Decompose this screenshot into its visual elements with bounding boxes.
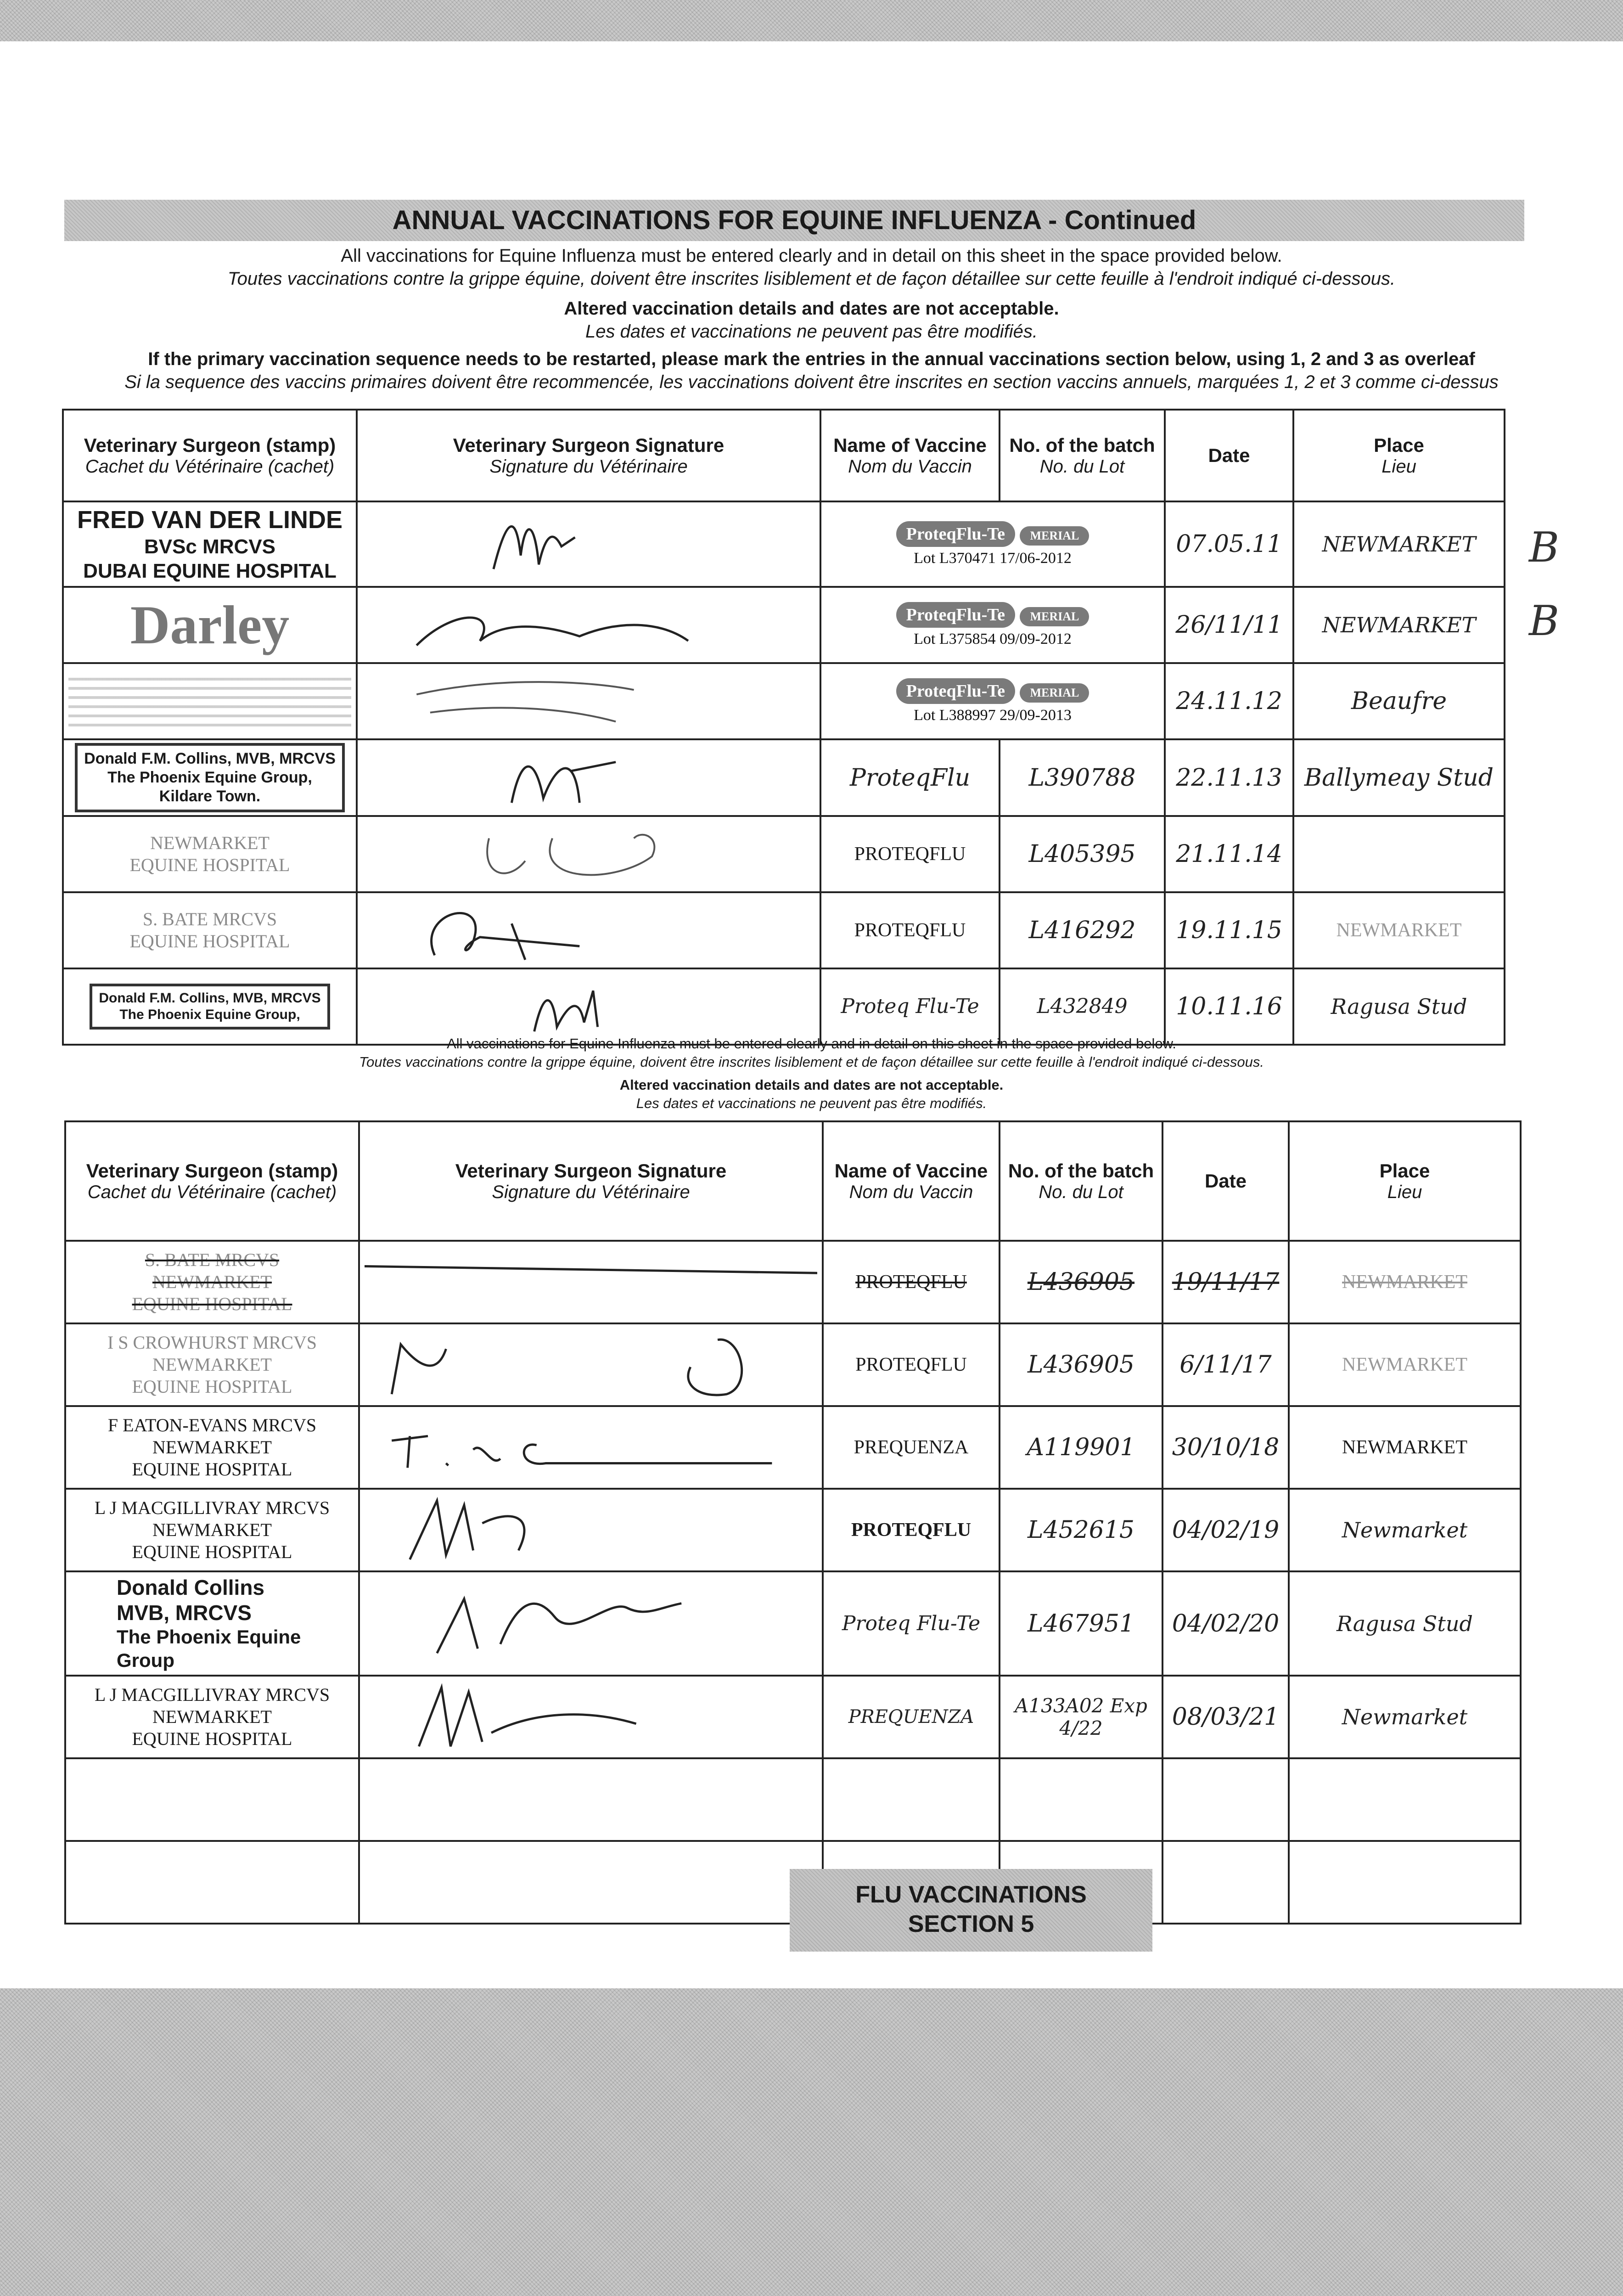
- batch-number: L405395: [1000, 816, 1165, 892]
- instruction-line-fr: Toutes vaccinations contre la grippe équine, doivent être inscrites lisiblement et de façon détaillee sur cette feuille à l'endroit indiqué ci-dessous.: [227, 269, 1396, 289]
- table-row: [65, 1676, 1521, 1758]
- section-label-line1: FLU VACCINATIONS: [855, 1881, 1087, 1908]
- vaccine-name: PROTEQFLU: [820, 816, 1000, 892]
- vet-name: Donald F.M. Collins, MVB, MRCVS: [84, 750, 336, 768]
- col-header-date: Date: [1165, 410, 1293, 501]
- vet-stamp: [63, 587, 357, 663]
- table-row: [63, 501, 1505, 587]
- vet-practice: NEWMARKET: [152, 1354, 272, 1375]
- margin-mark: B: [1529, 597, 1560, 645]
- batch-number: L416292: [1000, 892, 1165, 968]
- vet-stamp-box: [90, 984, 330, 1030]
- vet-signature: [359, 1758, 823, 1841]
- vaccination-place: NEWMARKET: [1293, 587, 1505, 663]
- vaccination-date: [1162, 1841, 1289, 1924]
- vaccination-date: 22.11.13: [1165, 739, 1293, 816]
- col-header-vaccine: Name of Vaccine Nom du Vaccin: [823, 1121, 1000, 1241]
- vet-signature: [359, 1841, 823, 1924]
- vaccine-name: PROTEQFLU: [823, 1323, 1000, 1406]
- vet-practice: The Phoenix Equine Group,: [119, 1007, 300, 1022]
- signature-scribble: [362, 896, 815, 965]
- vet-practice-sub: EQUINE HOSPITAL: [132, 1542, 292, 1562]
- batch-number: Lot L370471 17/06-2012: [914, 550, 1072, 567]
- vet-signature: [357, 663, 820, 739]
- vet-qualification: MVB, MRCVS: [117, 1601, 252, 1625]
- table-header-row: [65, 1121, 1521, 1241]
- vaccination-place: Ballymeay Stud: [1293, 739, 1505, 816]
- vaccine-name: PREQUENZA: [823, 1676, 1000, 1758]
- batch-number: L390788: [1000, 739, 1165, 816]
- signature-scribble: [362, 743, 815, 812]
- vet-stamp: [65, 1571, 359, 1676]
- vet-stamp: [65, 1241, 359, 1323]
- vaccination-date: 26/11/11: [1165, 587, 1293, 663]
- batch-number: L436905: [1000, 1241, 1162, 1323]
- vet-practice-sub: EQUINE HOSPITAL: [129, 930, 290, 951]
- vet-name: I S CROWHURST MRCVS: [107, 1332, 317, 1353]
- vaccination-date: 19/11/17: [1162, 1241, 1289, 1323]
- vet-name: S. BATE MRCVS: [145, 1249, 280, 1270]
- vet-signature: [359, 1241, 823, 1323]
- vet-stamp: [63, 892, 357, 968]
- vaccination-place: NEWMARKET: [1293, 501, 1505, 587]
- instruction-line-fr: Les dates et vaccinations ne peuvent pas être modifiés.: [636, 1095, 987, 1111]
- instruction-line: Altered vaccination details and dates are not acceptable.: [619, 1077, 1004, 1093]
- batch-number: L432849: [1000, 968, 1165, 1045]
- margin-mark: B: [1529, 523, 1560, 572]
- vaccination-place: NEWMARKET: [1289, 1406, 1521, 1489]
- vet-practice: NEWMARKET: [150, 832, 270, 853]
- vaccine-name: PREQUENZA: [823, 1406, 1000, 1489]
- table-row: [63, 892, 1505, 968]
- faded-stamp: [68, 676, 351, 726]
- vaccination-place: Newmarket: [1289, 1676, 1521, 1758]
- vet-practice-sub: EQUINE HOSPITAL: [132, 1376, 292, 1397]
- signature-scribble: [365, 1589, 817, 1658]
- vet-practice: NEWMARKET: [152, 1519, 272, 1540]
- scan-bottom-band: [0, 1988, 1623, 2296]
- vaccination-table-2: [64, 1120, 1522, 1925]
- col-header-signature: Veterinary Surgeon Signature Signature du Vétérinaire: [357, 410, 820, 501]
- batch-number: L452615: [1000, 1489, 1162, 1571]
- vaccination-date: 04/02/20: [1162, 1571, 1289, 1676]
- vet-practice-sub: EQUINE HOSPITAL: [132, 1728, 292, 1750]
- vet-stamp: [65, 1758, 359, 1841]
- vet-signature: [359, 1406, 823, 1489]
- vaccination-place: NEWMARKET: [1293, 892, 1505, 968]
- vaccination-place: [1293, 816, 1505, 892]
- vaccination-place: NEWMARKET: [1289, 1241, 1521, 1323]
- strike-through-line: [365, 1248, 817, 1317]
- section-label-line2: SECTION 5: [908, 1911, 1034, 1937]
- vaccination-place: [1289, 1841, 1521, 1924]
- vet-signature: [357, 739, 820, 816]
- signature-scribble: [362, 820, 815, 889]
- vet-name: F EATON-EVANS MRCVS: [107, 1415, 317, 1435]
- table-row: [63, 663, 1505, 739]
- batch-number: [1000, 1758, 1162, 1841]
- signature-scribble: [362, 510, 815, 579]
- instruction-line-fr: Si la sequence des vaccins primaires doivent être recommencée, les vaccinations doivent être inscrites en section vaccins annuels, marquées 1, 2 et 3 comme ci-dessus: [124, 372, 1499, 392]
- vet-signature: [357, 892, 820, 968]
- vet-practice: NEWMARKET: [152, 1706, 272, 1728]
- vet-signature: [357, 816, 820, 892]
- signature-scribble: [362, 972, 815, 1041]
- vaccination-date: 10.11.16: [1165, 968, 1293, 1045]
- vaccination-place: NEWMARKET: [1289, 1323, 1521, 1406]
- vet-stamp: [65, 1406, 359, 1489]
- signature-scribble: [362, 591, 815, 659]
- vaccination-date: 30/10/18: [1162, 1406, 1289, 1489]
- vet-practice-sub: EQUINE HOSPITAL: [132, 1294, 292, 1314]
- vet-practice: The Phoenix Equine Group: [117, 1626, 301, 1671]
- vaccination-place: Ragusa Stud: [1293, 968, 1505, 1045]
- vet-practice-sub: EQUINE HOSPITAL: [129, 854, 290, 875]
- col-header-place: Place Lieu: [1289, 1121, 1521, 1241]
- table-row: [65, 1571, 1521, 1676]
- vet-practice: NEWMARKET: [152, 1272, 272, 1292]
- table-row-empty: [65, 1758, 1521, 1841]
- vaccination-place: Newmarket: [1289, 1489, 1521, 1571]
- vaccine-name: ProteqFlu: [820, 739, 1000, 816]
- vet-stamp: [65, 1676, 359, 1758]
- col-header-date: Date: [1162, 1121, 1289, 1241]
- instruction-line-fr: Les dates et vaccinations ne peuvent pas être modifiés.: [585, 321, 1038, 342]
- vet-practice-sub: EQUINE HOSPITAL: [132, 1459, 292, 1480]
- vaccine-name: ProteqFlu-Te: [896, 521, 1015, 547]
- vaccination-date: 19.11.15: [1165, 892, 1293, 968]
- col-header-signature: Veterinary Surgeon Signature Signature du Vétérinaire: [359, 1121, 823, 1241]
- vaccine-name: Proteq Flu-Te: [823, 1571, 1000, 1676]
- col-header-vaccine: Name of Vaccine Nom du Vaccin: [820, 410, 1000, 501]
- signature-scribble: [365, 1413, 817, 1482]
- vet-name: Donald Collins: [117, 1576, 264, 1599]
- vaccination-place: Beaufre: [1293, 663, 1505, 739]
- vaccination-table-1: [62, 409, 1505, 1046]
- vaccine-maker: MERIAL: [1020, 526, 1089, 546]
- vet-practice: The Phoenix Equine Group,: [107, 769, 312, 787]
- batch-number: L467951: [1000, 1571, 1162, 1676]
- table-row: [65, 1406, 1521, 1489]
- page-title: ANNUAL VACCINATIONS FOR EQUINE INFLUENZA - Continued: [64, 200, 1524, 241]
- vet-stamp: [63, 663, 357, 739]
- signature-scribble: [362, 667, 815, 736]
- col-header-place: Place Lieu: [1293, 410, 1505, 501]
- vet-stamp: [63, 968, 357, 1045]
- vet-name: S. BATE MRCVS: [142, 908, 277, 929]
- vet-practice: NEWMARKET: [152, 1437, 272, 1458]
- vet-signature: [359, 1571, 823, 1676]
- table-row: [63, 587, 1505, 663]
- scan-top-band: [0, 0, 1623, 41]
- section-label: [790, 1869, 1152, 1952]
- instruction-line: Altered vaccination details and dates are not acceptable.: [564, 298, 1059, 319]
- instruction-line: All vaccinations for Equine Influenza must be entered clearly and in detail on this sheet in the space provided below.: [447, 1035, 1176, 1052]
- table-row: [63, 739, 1505, 816]
- table-row: [65, 1323, 1521, 1406]
- instruction-line: If the primary vaccination sequence needs to be restarted, please mark the entries in the annual vaccinations section below, using 1, 2 and 3 as overleaf: [148, 349, 1475, 369]
- vaccination-date: 08/03/21: [1162, 1676, 1289, 1758]
- table-row: [65, 1241, 1521, 1323]
- vaccine-name: ProteqFlu-Te: [896, 602, 1015, 628]
- vaccination-date: 6/11/17: [1162, 1323, 1289, 1406]
- vet-name: Donald F.M. Collins, MVB, MRCVS: [99, 990, 321, 1006]
- table-row: [65, 1489, 1521, 1571]
- vaccination-date: 24.11.12: [1165, 663, 1293, 739]
- vet-signature: [357, 968, 820, 1045]
- col-header-stamp: Veterinary Surgeon (stamp) Cachet du Vétérinaire (cachet): [63, 410, 357, 501]
- vet-signature: [359, 1323, 823, 1406]
- vet-stamp: [65, 1323, 359, 1406]
- vet-signature: [359, 1676, 823, 1758]
- vet-stamp: [63, 501, 357, 587]
- vet-practice: DUBAI EQUINE HOSPITAL: [83, 559, 337, 582]
- vaccine-name: PROTEQFLU: [820, 892, 1000, 968]
- signature-scribble: [365, 1496, 817, 1564]
- vaccine-name: PROTEQFLU: [823, 1489, 1000, 1571]
- vet-qualification: BVSc MRCVS: [144, 535, 276, 558]
- vaccine-label-sticker: [820, 587, 1165, 663]
- col-header-batch: No. of the batch No. du Lot: [1000, 410, 1165, 501]
- vaccine-name: ProteqFlu-Te: [896, 678, 1015, 704]
- instruction-line-fr: Toutes vaccinations contre la grippe équine, doivent être inscrites lisiblement et de façon détaillee sur cette feuille à l'endroit indiqué ci-dessous.: [359, 1054, 1264, 1070]
- vet-stamp: [63, 816, 357, 892]
- vet-name: L J MACGILLIVRAY MRCVS: [94, 1684, 330, 1705]
- batch-number: L436905: [1000, 1323, 1162, 1406]
- vaccination-date: [1162, 1758, 1289, 1841]
- vaccination-place: Ragusa Stud: [1289, 1571, 1521, 1676]
- vet-name: L J MACGILLIVRAY MRCVS: [94, 1497, 330, 1518]
- instruction-line: All vaccinations for Equine Influenza must be entered clearly and in detail on this sheet in the space provided below.: [341, 246, 1282, 266]
- vaccination-date: 07.05.11: [1165, 501, 1293, 587]
- table-row: [63, 968, 1505, 1045]
- vet-logo: Darley: [130, 594, 290, 656]
- table-row: [63, 816, 1505, 892]
- vaccination-place: [1289, 1758, 1521, 1841]
- vaccine-label-sticker: [820, 501, 1165, 587]
- vaccine-maker: MERIAL: [1020, 683, 1089, 703]
- batch-number: Lot L388997 29/09-2013: [914, 707, 1072, 724]
- vet-signature: [357, 501, 820, 587]
- vet-signature: [357, 587, 820, 663]
- vaccine-maker: MERIAL: [1020, 607, 1089, 626]
- signature-scribble: [365, 1330, 817, 1399]
- vaccine-name: PROTEQFLU: [823, 1241, 1000, 1323]
- col-header-batch: No. of the batch No. du Lot: [1000, 1121, 1162, 1241]
- vet-name: FRED VAN DER LINDE: [77, 506, 343, 534]
- vaccine-name: Proteq Flu-Te: [820, 968, 1000, 1045]
- vet-stamp: [65, 1489, 359, 1571]
- vet-location: Kildare Town.: [159, 787, 261, 805]
- vaccination-date: 04/02/19: [1162, 1489, 1289, 1571]
- table-header-row: [63, 410, 1505, 501]
- vet-stamp: [63, 739, 357, 816]
- col-header-stamp: Veterinary Surgeon (stamp) Cachet du Vétérinaire (cachet): [65, 1121, 359, 1241]
- vaccine-name: [823, 1758, 1000, 1841]
- batch-number: Lot L375854 09/09-2012: [914, 630, 1072, 648]
- vet-stamp-box: [75, 743, 345, 812]
- vaccine-label-sticker: [820, 663, 1165, 739]
- batch-number: A133A02 Exp 4/22: [1000, 1676, 1162, 1758]
- signature-scribble: [365, 1683, 817, 1751]
- vaccination-date: 21.11.14: [1165, 816, 1293, 892]
- vet-signature: [359, 1489, 823, 1571]
- vet-stamp: [65, 1841, 359, 1924]
- batch-number: A119901: [1000, 1406, 1162, 1489]
